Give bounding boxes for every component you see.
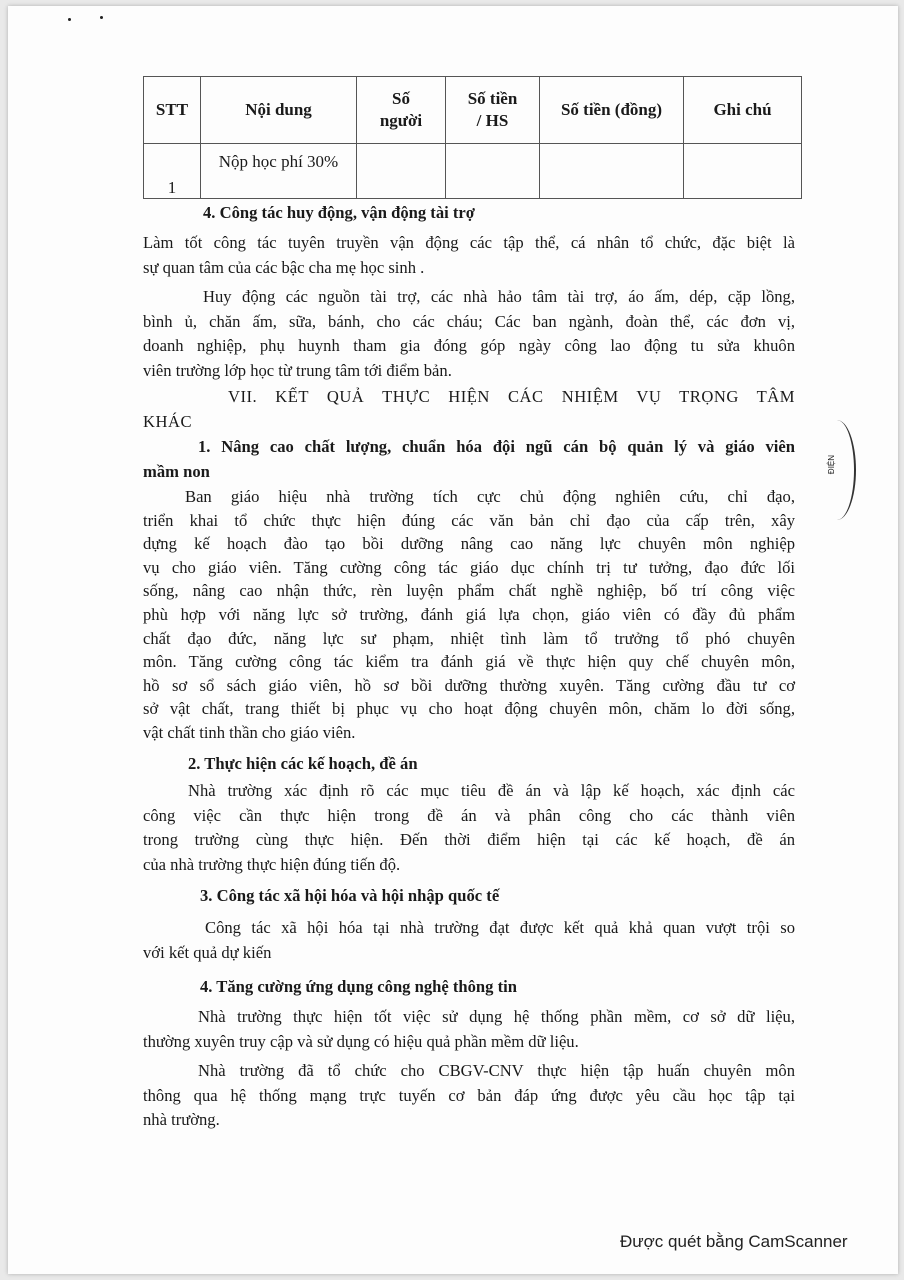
paragraph-line: triển khai tổ chức thực hiện đúng các văn bản chỉ đạo của cấp trên, xây (143, 510, 795, 530)
paragraph-line: trong trường cùng thực hiện. Đến thời điểm hiện tại các kế hoạch, đề án (143, 830, 795, 849)
col-header: Ghi chú (684, 77, 802, 144)
table-header-row (144, 77, 802, 144)
paragraph-line: viên trường lớp học từ trung tâm tới điểm bản. (143, 360, 452, 380)
paragraph-line: môn. Tăng cường công tác kiểm tra đánh giá về thực hiện quy chế chuyên môn, (143, 652, 795, 672)
paragraph-line: phù hợp với năng lực sở trường, đánh giá lựa chọn, giáo viên có đầy đủ phẩm (143, 605, 795, 624)
col-header: Nội dung (201, 77, 357, 144)
col-header: STT (144, 77, 201, 144)
paragraph-line: của nhà trường thực hiện đúng tiến độ. (143, 854, 401, 874)
paragraph-line: Ban giáo hiệu nhà trường tích cực chủ động nghiên cứu, chỉ đạo, (185, 487, 795, 506)
paragraph-line: dựng kế hoạch đào tạo bồi dưỡng nâng cao năng lực chuyên môn nghiệp (143, 534, 795, 554)
speck (68, 18, 71, 21)
speck (100, 16, 103, 19)
paragraph-line: Nhà trường thực hiện tốt việc sử dụng hệ thống phần mềm, cơ sở dữ liệu, (198, 1007, 795, 1026)
cell-content: Nộp học phí 30% (201, 144, 357, 199)
paragraph-line: Huy động các nguồn tài trợ, các nhà hảo tâm tài trợ, áo ấm, dép, cặp lồng, (203, 287, 795, 306)
section-heading-line: 2. Thực hiện các kế hoạch, đề án (188, 754, 418, 773)
paragraph-line: sở vật chất, trang thiết bị phục vụ cho hoạt động chuyên môn, chăm lo đời sống, (143, 699, 795, 719)
paragraph-line: hồ sơ sổ sách giáo viên, hồ sơ bồi dưỡng thường xuyên. Tăng cường đầu tư cơ (143, 675, 795, 695)
cell-per-student (446, 144, 540, 199)
cell-stt: 1 (144, 144, 201, 199)
col-header: Số tiền (đồng) (540, 77, 684, 144)
paragraph-line: sự quan tâm của các bậc cha mẹ học sinh . (143, 257, 425, 277)
section-heading-line: 4. Công tác huy động, vận động tài trợ (203, 203, 475, 222)
paragraph-line: Nhà trường đã tổ chức cho CBGV-CNV thực hiện tập huấn chuyên môn (198, 1061, 795, 1080)
section-heading-line: 3. Công tác xã hội hóa và hội nhập quốc tế (200, 886, 500, 905)
stamp-fragment (818, 420, 856, 520)
col-header: Số người (357, 77, 446, 144)
section-heading-line: 1. Nâng cao chất lượng, chuẩn hóa đội ngũ cán bộ quản lý và giáo viên (198, 437, 795, 456)
paragraph-line: thông qua hệ thống mạng trực tuyến cơ bản đáp ứng được yêu cầu học tập tại (143, 1085, 795, 1105)
section-heading-line: mầm non (143, 461, 210, 481)
paragraph-line: sống, nâng cao nhận thức, rèn luyện phẩm chất nghề nghiệp, bố trí công việc (143, 581, 795, 601)
paragraph-line: bình ủ, chăn ấm, sữa, bánh, cho các cháu; Các ban ngành, đoàn thể, các đơn vị, (143, 311, 795, 331)
paragraph-line: Nhà trường xác định rõ các mục tiêu đề án và lập kế hoạch, xác định các (188, 781, 795, 800)
cell-people (357, 144, 446, 199)
paragraph-line: chất đạo đức, năng lực sư phạm, nhiệt tình làm tổ trưởng tổ phó chuyên (143, 628, 795, 648)
section-heading-line: KHÁC (143, 411, 193, 431)
section-heading-line: 4. Tăng cường ứng dụng công nghệ thông tin (200, 977, 517, 996)
col-header: Số tiền / HS (446, 77, 540, 144)
section-heading-line: VII. KẾT QUẢ THỰC HIỆN CÁC NHIỆM VỤ TRỌNG TÂM (228, 387, 795, 406)
paragraph-line: thường xuyên truy cập và sử dụng có hiệu quả phần mềm dữ liệu. (143, 1031, 579, 1051)
stamp-text: ĐIỆN (827, 454, 837, 475)
cell-note (684, 144, 802, 199)
paragraph-line: vụ cho giáo viên. Tăng cường công tác giáo dục chính trị tư tưởng, đạo đức lối (143, 557, 795, 577)
paragraph-line: công việc cần thực hiện trong đề án và phân công cho các thành viên (143, 805, 795, 825)
table-row (144, 144, 802, 199)
paragraph-line: vật chất tinh thần cho giáo viên. (143, 723, 356, 742)
cell-amount (540, 144, 684, 199)
paragraph-line: doanh nghiệp, phụ huynh tham gia đóng góp ngày công lao động tu sửa khuôn (143, 336, 795, 355)
fee-table (143, 76, 802, 199)
paragraph-line: Làm tốt công tác tuyên truyền vận động các tập thể, cá nhân tổ chức, đặc biệt là (143, 233, 795, 252)
paragraph-line: Công tác xã hội hóa tại nhà trường đạt được kết quả khả quan vượt trội so (205, 918, 795, 937)
camscanner-footer: Được quét bằng CamScanner (620, 1232, 848, 1251)
paragraph-line: nhà trường. (143, 1110, 220, 1129)
paragraph-line: với kết quả dự kiến (143, 942, 272, 962)
